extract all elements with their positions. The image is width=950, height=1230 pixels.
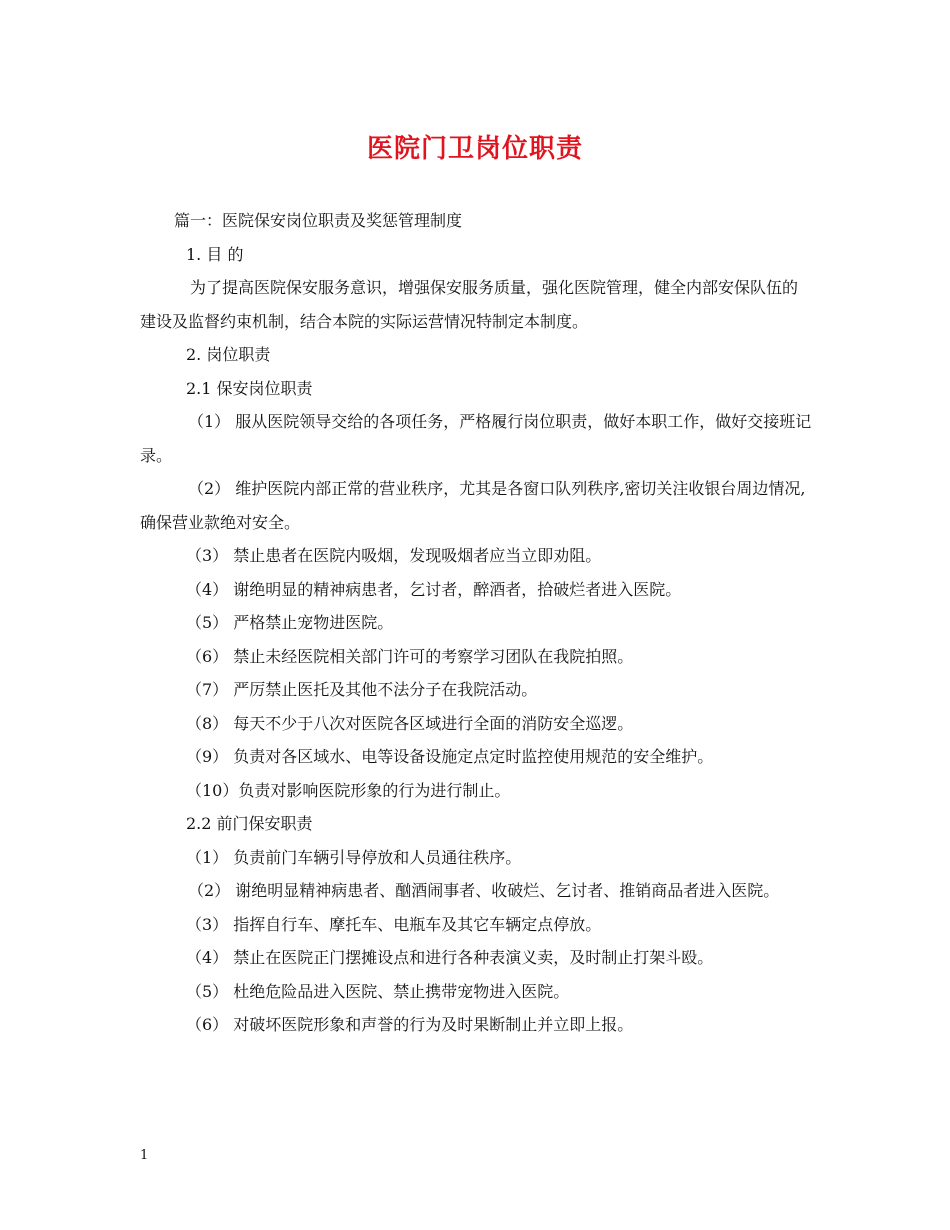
paragraph: 2.1 保安岗位职责	[186, 378, 313, 398]
document-body	[140, 204, 812, 1042]
paragraph: （7） 严厉禁止医托及其他不法分子在我院活动。	[186, 680, 538, 699]
paragraph: 1. 目 的	[186, 244, 244, 264]
paragraph: （3） 指挥自行车、摩托车、电瓶车及其它车辆定点停放。	[186, 914, 602, 934]
paragraph: （1） 负责前门车辆引导停放和人员通往秩序。	[186, 847, 522, 867]
paragraph: （10）负责对影响医院形象的行为进行制止。	[186, 780, 511, 800]
paragraph: （2） 谢绝明显精神病患者、酗酒闹事者、收破烂、乞讨者、推销商品者进入医院。	[188, 881, 780, 900]
paragraph: （2） 维护医院内部正常的营业秩序，尤其是各窗口队列秩序,密切关注收银台周边情况,确保营业款绝对安全。	[140, 479, 806, 532]
paragraph: （3） 禁止患者在医院内吸烟，发现吸烟者应当立即劝阻。	[186, 546, 602, 565]
paragraph: 2.2 前门保安职责	[186, 814, 313, 833]
paragraph: （5） 杜绝危险品进入医院、禁止携带宠物进入医院。	[186, 981, 570, 1001]
document-title: 医院门卫岗位职责	[366, 134, 583, 164]
page-number: 1	[140, 1148, 149, 1163]
paragraph: 篇一：医院保安岗位职责及奖惩管理制度	[174, 211, 463, 230]
paragraph: （6） 禁止未经医院相关部门许可的考察学习团队在我院拍照。	[186, 646, 634, 666]
paragraph: （9） 负责对各区域水、电等设备设施定点定时监控使用规范的安全维护。	[186, 747, 714, 766]
paragraph: （5） 严格禁止宠物进医院。	[186, 613, 394, 632]
paragraph: （1） 服从医院领导交给的各项任务，严格履行岗位职责，做好本职工作，做好交接班记录。	[140, 412, 812, 465]
paragraph: 2. 岗位职责	[186, 345, 271, 364]
paragraph: （6） 对破坏医院形象和声誉的行为及时果断制止并立即上报。	[186, 1015, 634, 1034]
paragraph: （4） 谢绝明显的精神病患者，乞讨者，醉酒者，拾破烂者进入医院。	[186, 579, 682, 599]
paragraph: 为了提高医院保安服务意识，增强保安服务质量，强化医院管理，健全内部安保队伍的建设及监督约束机制，结合本院的实际运营情况特制定本制度。	[140, 278, 799, 331]
paragraph: （4） 禁止在医院正门摆摊设点和进行各种表演义卖，及时制止打架斗殴。	[186, 948, 714, 967]
paragraph: （8） 每天不少于八次对医院各区域进行全面的消防安全巡逻。	[186, 713, 634, 733]
